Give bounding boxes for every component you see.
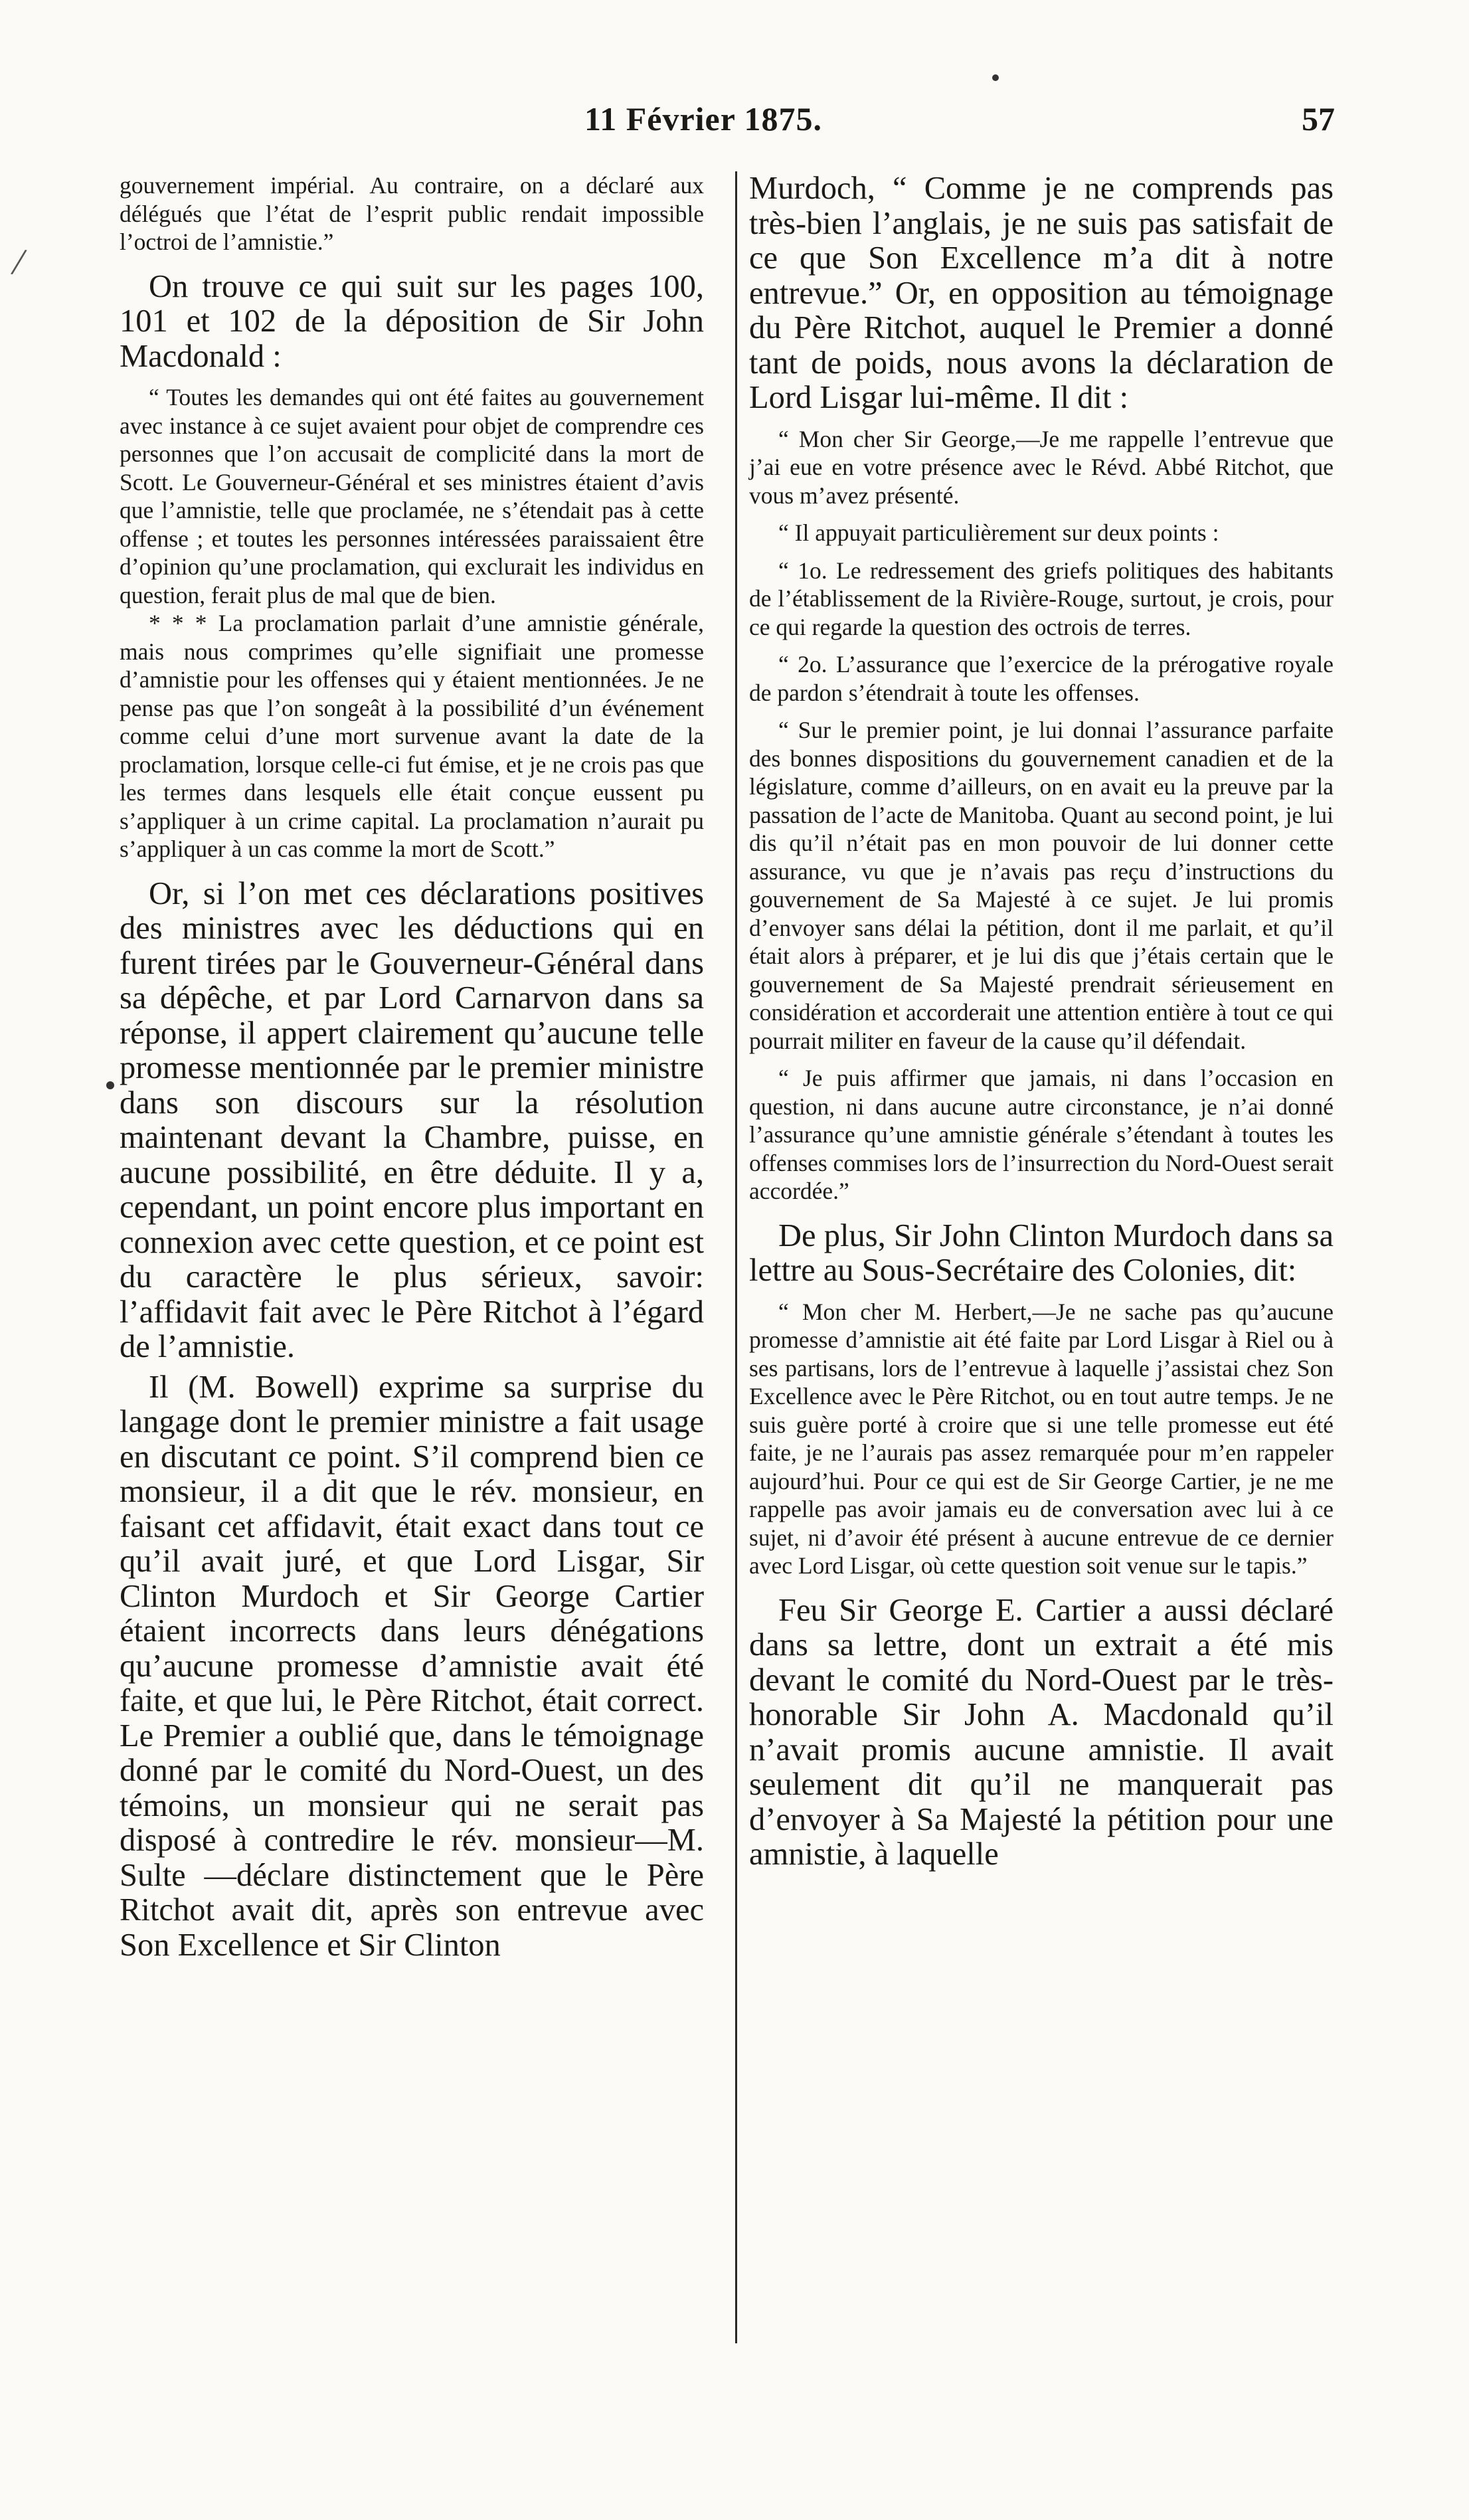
right-quote-3: “ 1o. Le redressement des griefs politiques des habitants de l’établissement de la Rivière-Rouge, surtout, je crois, pour ce qui regarde la question des octrois de terres.	[749, 557, 1334, 640]
right-para-1: Murdoch, “ Comme je ne comprends pas très-bien l’anglais, je ne suis pas satisfait de ce que Son Excellence m’a dit à notre entrevue.” Or, en opposition au témoignage du Père Ritchot, auquel le Premier a donné tant de poids, nous avons la déclaration de Lord Lisgar lui-même. Il dit :	[749, 171, 1334, 415]
right-quote-5: “ Sur le premier point, je lui donnai l’assurance parfaite des bonnes dispositions du gouvernement canadien et de la législature, comme d’ailleurs, on en avait eu la preuve par la passation de l’acte de Manitoba. Quant au second point, je lui dis qu’il n’était pas en mon pouvoir de lui donner cette assurance, vu que je n’avais pas reçu d’instructions du gouvernement de Sa Majesté à ce sujet. Je lui promis d’envoyer sans délai la pétition, dont il me parlait, et qu’il était alors à préparer, et je lui dis que j’étais certain que le gouvernement de Sa Majesté prendrait sérieusement en considération et accorderait une attention entière à tout ce qui pourrait militer en faveur de la cause qu’il défendait.	[749, 717, 1334, 1054]
page-number: 57	[1302, 100, 1335, 137]
margin-pencil-mark: /	[9, 238, 29, 285]
margin-bullet-mark	[106, 1081, 114, 1089]
left-para-1: gouvernement impérial. Au contraire, on a déclaré aux délégués que l’état de l’esprit public rendait impossible l’octroi de l’amnistie.”	[120, 172, 704, 255]
scan-speck	[992, 74, 999, 81]
right-quote-1: “ Mon cher Sir George,—Je me rappelle l’entrevue que j’ai eue en votre présence avec le Révd. Abbé Ritchot, que vous m’avez présenté.	[749, 425, 1334, 509]
left-quote-2: * * * La proclamation parlait d’une amnistie générale, mais nous comprimes qu’elle signifiait une promesse d’amnistie pour les offenses qui y étaient mentionnées. Je ne pense pas que l’on songeât à la possibilité d’un événement comme celui d’une mort survenue avant la date de la proclamation, lorsque celle-ci fut émise, et je ne crois pas que les termes dans lesquels elle était conçue eussent pu s’appliquer à un crime capital. La proclamation n’aurait pu s’appliquer à un cas comme la mort de Scott.”	[120, 610, 704, 862]
right-para-3: Feu Sir George E. Cartier a aussi déclaré dans sa lettre, dont un extrait a été mis devant le comité du Nord-Ouest par le très-honorable Sir John A. Macdonald qu’il n’avait promis aucune amnistie. Il avait seulement dit qu’il ne manquerait pas d’envoyer à Sa Majesté la pétition pour une amnistie, à laquelle	[749, 1592, 1334, 1872]
left-para-4: Il (M. Bowell) exprime sa surprise du langage dont le premier ministre a fait usage en discutant ce point. S’il comprend bien ce monsieur, il a dit que le rév. monsieur, en faisant cet affidavit, était exact dans tout ce qu’il avait juré, et que Lord Lisgar, Sir Clinton Murdoch et Sir George Cartier étaient incorrects dans leurs dénégations qu’aucune promesse d’amnistie avait été faite, et que lui, le Père Ritchot, était correct. Le Premier a oublié que, dans le témoignage donné par le comité du Nord-Ouest, un des témoins, un monsieur qui ne serait pas disposé à contredire le rév. monsieur—M. Sulte —déclare distinctement que le Père Ritchot avait dit, après son entrevue avec Son Excellence et Sir Clinton	[120, 1369, 704, 1963]
left-quote-1: “ Toutes les demandes qui ont été faites au gouvernement avec instance à ce sujet avaient pour objet de comprendre ces personnes que l’on accusait de complicité dans la mort de Scott. Le Gouverneur-Général et ses ministres étaient d’avis que l’amnistie, telle que proclamée, ne s’étendait pas à cette offense ; et toutes les personnes intéressées paraissaient être d’opinion qu’une proclamation, qui exclurait les individus en question, ferait plus de mal que de bien.	[120, 384, 704, 608]
right-column	[749, 171, 1334, 1872]
left-para-3: Or, si l’on met ces déclarations positives des ministres avec les déductions qui en furent tirées par le Gouverneur-Général dans sa dépêche, et par Lord Carnarvon dans sa réponse, il appert clairement qu’aucune telle promesse mentionnée par le premier ministre dans son discours sur la résolution maintenant devant la Chambre, puisse, en aucune possibilité, en être déduite. Il y a, cependant, un point encore plus important en connexion avec cette question, et ce point est du caractère le plus sérieux, savoir: l’affidavit fait avec le Père Ritchot à l’égard de l’amnistie.	[120, 875, 704, 1364]
right-quote-2: “ Il appuyait particulièrement sur deux points :	[778, 519, 1219, 546]
column-divider	[735, 171, 737, 2343]
right-quote-6: “ Je puis affirmer que jamais, ni dans l’occasion en question, ni dans aucune autre circonstance, je n’ai donné l’assurance qu’une amnistie générale s’étendant à toutes les offenses commises lors de l’insurrection du Nord-Ouest serait accordée.”	[749, 1065, 1334, 1204]
page-date: 11 Février 1875.	[584, 100, 823, 137]
left-para-2: On trouve ce qui suit sur les pages 100, 101 et 102 de la déposition de Sir John Macdonald :	[120, 268, 704, 374]
right-para-2: De plus, Sir John Clinton Murdoch dans sa lettre au Sous-Secrétaire des Colonies, dit:	[749, 1217, 1334, 1288]
page-header	[120, 100, 1335, 139]
left-column	[120, 171, 704, 1963]
right-quote-7: “ Mon cher M. Herbert,—Je ne sache pas qu’aucune promesse d’amnistie ait été faite par Lord Lisgar à Riel ou à ses partisans, lors de l’entrevue à laquelle j’assistai chez Son Excellence avec le Père Ritchot, ou en tout autre temps. Je ne suis guère porté à croire que si une telle promesse eut été faite, je ne l’aurais pas assez remarquée pour m’en rappeler aujourd’hui. Pour ce qui est de Sir George Cartier, je ne me rappelle pas avoir jamais eu de conversation avec lui à ce sujet, ni d’avoir été présent à aucune entrevue de ce dernier avec Lord Lisgar, où cette question soit venue sur le tapis.”	[749, 1298, 1334, 1579]
right-quote-4: “ 2o. L’assurance que l’exercice de la prérogative royale de pardon s’étendrait à toute les offenses.	[749, 651, 1334, 706]
